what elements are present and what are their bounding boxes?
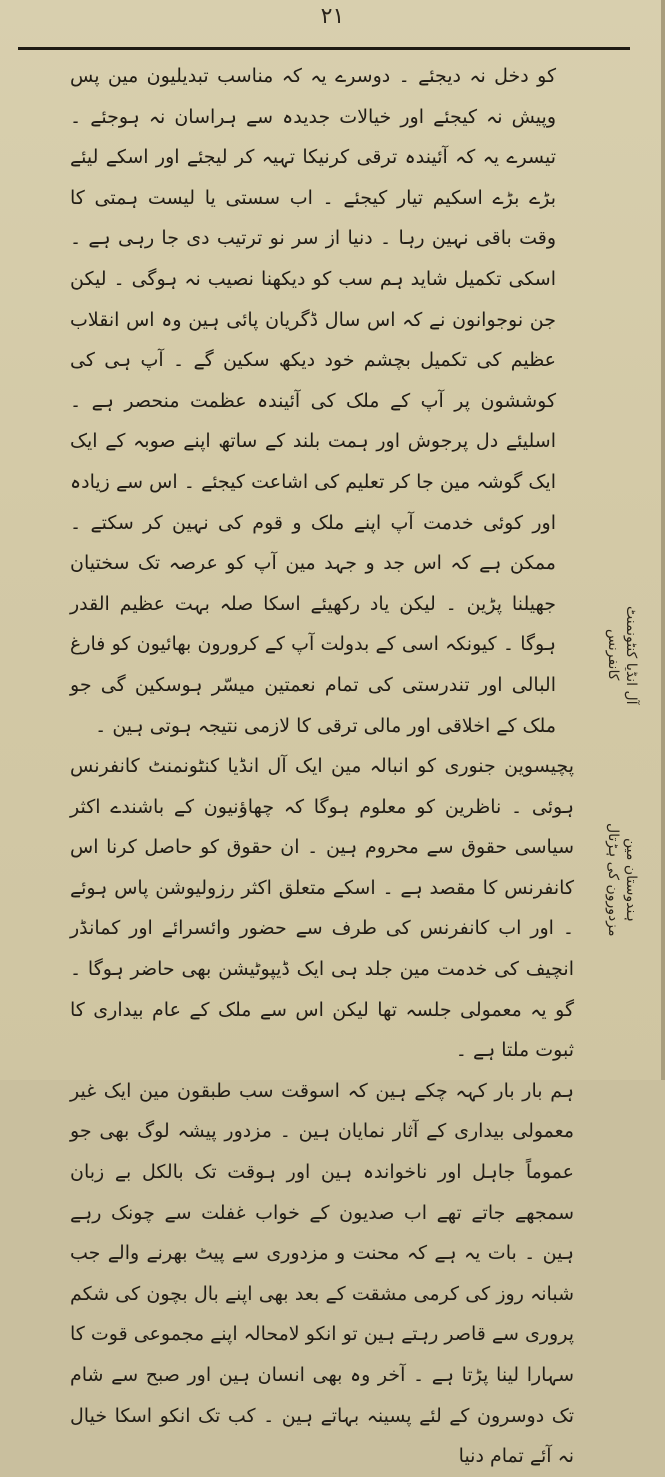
paragraph-2: پچیسوین جنوری کو انبالہ مین ایک آل انڈیا کنٹونمنٹ کانفرنس ہوئی ۔ ناظرین کو معلوم ہوگا کہ چھاؤنیون کے باشندے اکثر سیاسی حقوق سے محروم ہین ۔ ان حقوق کو حاصل کرنا اس کانفرنس کا مقصد ہے ۔ اسکے متعلق اکثر رزولیوشن پاس ہوئے ۔ اور اب کانفرنس کی طرف سے حضور وائسرائے اور کمانڈر انچیف کی خدمت مین جلد ہی ایک ڈیپوٹیشن بھی حاضر ہوگا ۔ گو یہ معمولی جلسہ تھا لیکن اس سے ملک کے عام بیداری کا ثبوت ملتا ہے ۔ xyxy=(70,755,574,1062)
text-column xyxy=(70,56,574,1477)
page-number: ۲۱ xyxy=(320,4,345,29)
header-rule xyxy=(18,47,630,50)
page-edge xyxy=(661,0,665,1080)
margin-note-labour-strike: ہندوستان مین مزدورون کی ہڑتال xyxy=(605,823,639,937)
paragraph-1: کو دخل نہ دیجئے ۔ دوسرے یہ کہ مناسب تبدیلیون مین پس وپیش نہ کیجئے اور خیالات جدیدہ سے ہراسان نہ ہوجئے ۔ تیسرے یہ کہ آئیندہ ترقی کرنیکا تہیہ کر لیجئے اور اسکے لیئے بڑے بڑے اسکیم تیار کیجئے ۔ اب سستی یا لیست ہمتی کا وقت باقی نہین رہا ۔ دنیا از سر نو ترتیب دی جا رہی ہے ۔ اسکی تکمیل شاید ہم سب کو دیکھنا نصیب نہ ہوگی ۔ لیکن جن نوجوانون نے کہ اس سال ڈگریان پائی ہین وہ اس انقلاب عظیم کی تکمیل بچشم خود دیکھ سکین گے ۔ آپ ہی کی کوششون پر آپ کے ملک کی آئیندہ عظمت منحصر ہے ۔ اسلیئے دل پرجوش اور ہمت بلند کے ساتھ اپنے صوبہ کے ایک ایک گوشہ مین جا کر تعلیم کی اشاعت کیجئے ۔ اس سے زیادہ اور کوئی خدمت آپ اپنے ملک و قوم کی نہین کر سکتے ۔ ممکن ہے کہ اس جد و جہد مین آپ کو عرصہ تک سختیان جھیلنا پڑین ۔ لیکن یاد رکھیئے اسکا صلہ بہت عظیم القدر ہوگا ۔ کیونکہ اسی کے بدولت آپ کے کرورون بھائیون کو فارغ البالی اور تندرستی کی تمام نعمتین میسّر ہوسکین گی جو ملک کے اخلاقی اور مالی ترقی کا لازمی نتیجہ ہوتی ہین ۔ xyxy=(70,65,556,737)
paragraph-3: ہم بار بار کہہ چکے ہین کہ اسوقت سب طبقون مین ایک غیر معمولی بیداری کے آثار نمایان ہین ۔ مزدور پیشہ لوگ بھی جو عموماً جاہل اور ناخواندہ ہین اور ہوقت تک بالکل بے زبان سمجھے جاتے تھے اب صدیون کے خواب غفلت سے چونک رہے ہین ۔ بات یہ ہے کہ محنت و مزدوری سے پیٹ بھرنے والے جب شبانہ روز کی کرمی مشقت کے بعد بھی اپنے بال بچون کی شکم پروری سے قاصر رہتے ہین تو انکو لامحالہ اپنے مجموعی قوت کا سہارا لینا پڑتا ہے ۔ آخر وہ بھی انسان ہین اور صبح سے شام تک دوسرون کے لئے پسینہ بہاتے ہین ۔ کب تک انکو اسکا خیال نہ آئے تمام دنیا xyxy=(70,1079,574,1468)
margin-note-cantonment-conference: آل انڈیا کنٹونمنٹ کانفرنس xyxy=(605,605,639,705)
